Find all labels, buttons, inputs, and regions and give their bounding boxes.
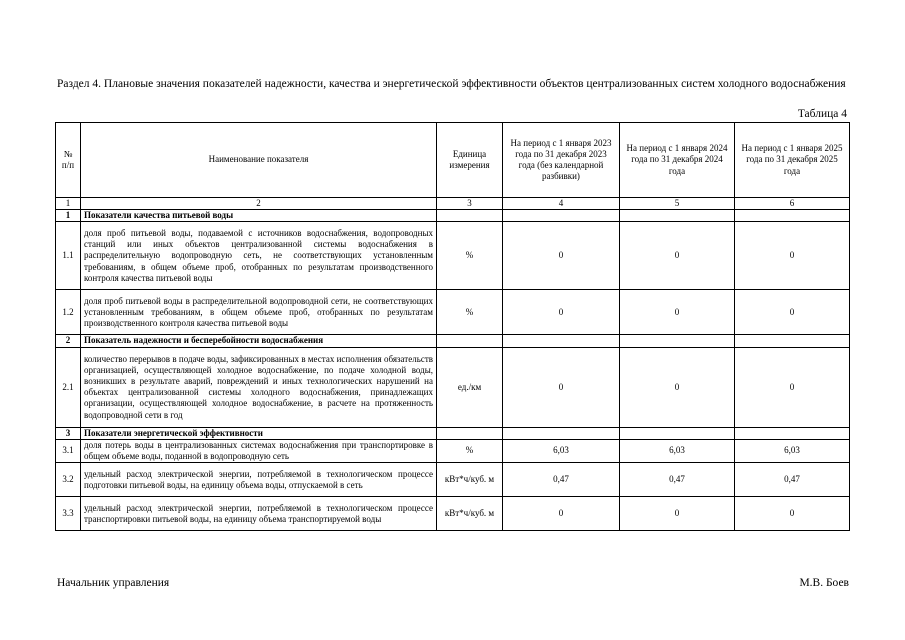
table-row: [56, 347, 850, 427]
indicator-name: удельный расход электрической энергии, потребляемой в технологическом процессе подготовки питьевой воды, на единицу объема воды, отпускаемой в сеть: [81, 463, 437, 497]
value-2023: 6,03: [503, 439, 620, 462]
signatory-name: М.В. Боев: [799, 577, 849, 589]
value-2025: 6,03: [735, 439, 850, 462]
col-header-2023: На период с 1 января 2023 года по 31 декабря 2023 года (без календарной разбивки): [503, 123, 620, 198]
section-number: 2: [56, 335, 81, 347]
row-number: 1.1: [56, 222, 81, 290]
value-2025: 0: [735, 222, 850, 290]
row-number: 1.2: [56, 290, 81, 335]
section-row: [56, 427, 850, 439]
indicator-name: удельный расход электрической энергии, потребляемой в технологическом процессе транспортировки питьевой воды, на единицу объема транспортируемой воды: [81, 497, 437, 531]
col-number: 5: [620, 198, 735, 210]
empty-cell: [503, 210, 620, 222]
value-2023: 0: [503, 497, 620, 531]
indicator-name: доля проб питьевой воды, подаваемой с источников водоснабжения, водопроводных станций или иных объектов централизованной системы водоснабжения в распределительную водопроводную сеть, не соответствующих установленным требованиям, в общем объеме проб, отобранных по результатам производственного контроля качества питьевой воды: [81, 222, 437, 290]
indicator-name: доля проб питьевой воды в распределительной водопроводной сети, не соответствующих установленным требованиям, в общем объеме проб, отобранных по результатам производственного контроля качества питьевой воды: [81, 290, 437, 335]
value-2024: 0: [620, 347, 735, 427]
empty-cell: [620, 335, 735, 347]
table-row: [56, 497, 850, 531]
col-number: 3: [437, 198, 503, 210]
value-2023: 0: [503, 222, 620, 290]
value-2025: 0: [735, 290, 850, 335]
unit-of-measure: %: [437, 222, 503, 290]
indicator-name: количество перерывов в подаче воды, зафиксированных в местах исполнения обязательств организацией, осуществляющей холодное водоснабжение, по подаче холодной воды, возникших в результате аварий, повреждений и иных технологических нарушений на объектах централизованной системы холодного водоснабжения, принадлежащих организации, осуществляющей холодное водоснабжение, в расчете на протяженность водопроводной сети в год: [81, 347, 437, 427]
section-title: Раздел 4. Плановые значения показателей надежности, качества и энергетической эффективности объектов централизованных систем холодного водоснабжения: [57, 78, 846, 90]
table-row: [56, 222, 850, 290]
section-title: Показатели энергетической эффективности: [81, 427, 437, 439]
empty-cell: [437, 335, 503, 347]
value-2025: 0: [735, 497, 850, 531]
unit-of-measure: кВт*ч/куб. м: [437, 497, 503, 531]
col-number: 2: [81, 198, 437, 210]
value-2024: 0: [620, 222, 735, 290]
empty-cell: [503, 335, 620, 347]
column-numbers-row: [56, 198, 850, 210]
value-2024: 6,03: [620, 439, 735, 462]
unit-of-measure: кВт*ч/куб. м: [437, 463, 503, 497]
unit-of-measure: %: [437, 290, 503, 335]
empty-cell: [620, 427, 735, 439]
indicator-name: доля потерь воды в централизованных системах водоснабжения при транспортировке в общем объеме воды, поданной в водопроводную сеть: [81, 439, 437, 462]
empty-cell: [735, 427, 850, 439]
empty-cell: [620, 210, 735, 222]
section-number: 1: [56, 210, 81, 222]
empty-cell: [503, 427, 620, 439]
row-number: 3.1: [56, 439, 81, 462]
row-number: 3.2: [56, 463, 81, 497]
table-header-row: [56, 123, 850, 198]
value-2025: 0,47: [735, 463, 850, 497]
table-label: Таблица 4: [797, 108, 847, 120]
section-title: Показатель надежности и бесперебойности водоснабжения: [81, 335, 437, 347]
indicators-table: [55, 122, 850, 531]
table-row: [56, 463, 850, 497]
unit-of-measure: ед./км: [437, 347, 503, 427]
signatory-position: Начальник управления: [57, 577, 170, 589]
table-row: [56, 439, 850, 462]
col-number: 1: [56, 198, 81, 210]
row-number: 3.3: [56, 497, 81, 531]
section-row: [56, 210, 850, 222]
section-row: [56, 335, 850, 347]
section-number: 3: [56, 427, 81, 439]
value-2025: 0: [735, 347, 850, 427]
section-title: Показатели качества питьевой воды: [81, 210, 437, 222]
table-row: [56, 290, 850, 335]
empty-cell: [735, 335, 850, 347]
col-header-num: № п/п: [56, 123, 81, 198]
unit-of-measure: %: [437, 439, 503, 462]
value-2023: 0: [503, 347, 620, 427]
value-2023: 0,47: [503, 463, 620, 497]
empty-cell: [437, 210, 503, 222]
empty-cell: [437, 427, 503, 439]
col-header-name: Наименование показателя: [81, 123, 437, 198]
row-number: 2.1: [56, 347, 81, 427]
col-header-unit: Единица измерения: [437, 123, 503, 198]
col-header-2024: На период с 1 января 2024 года по 31 декабря 2024 года: [620, 123, 735, 198]
value-2024: 0,47: [620, 463, 735, 497]
col-number: 4: [503, 198, 620, 210]
value-2024: 0: [620, 290, 735, 335]
value-2024: 0: [620, 497, 735, 531]
empty-cell: [735, 210, 850, 222]
col-header-2025: На период с 1 января 2025 года по 31 декабря 2025 года: [735, 123, 850, 198]
col-number: 6: [735, 198, 850, 210]
value-2023: 0: [503, 290, 620, 335]
